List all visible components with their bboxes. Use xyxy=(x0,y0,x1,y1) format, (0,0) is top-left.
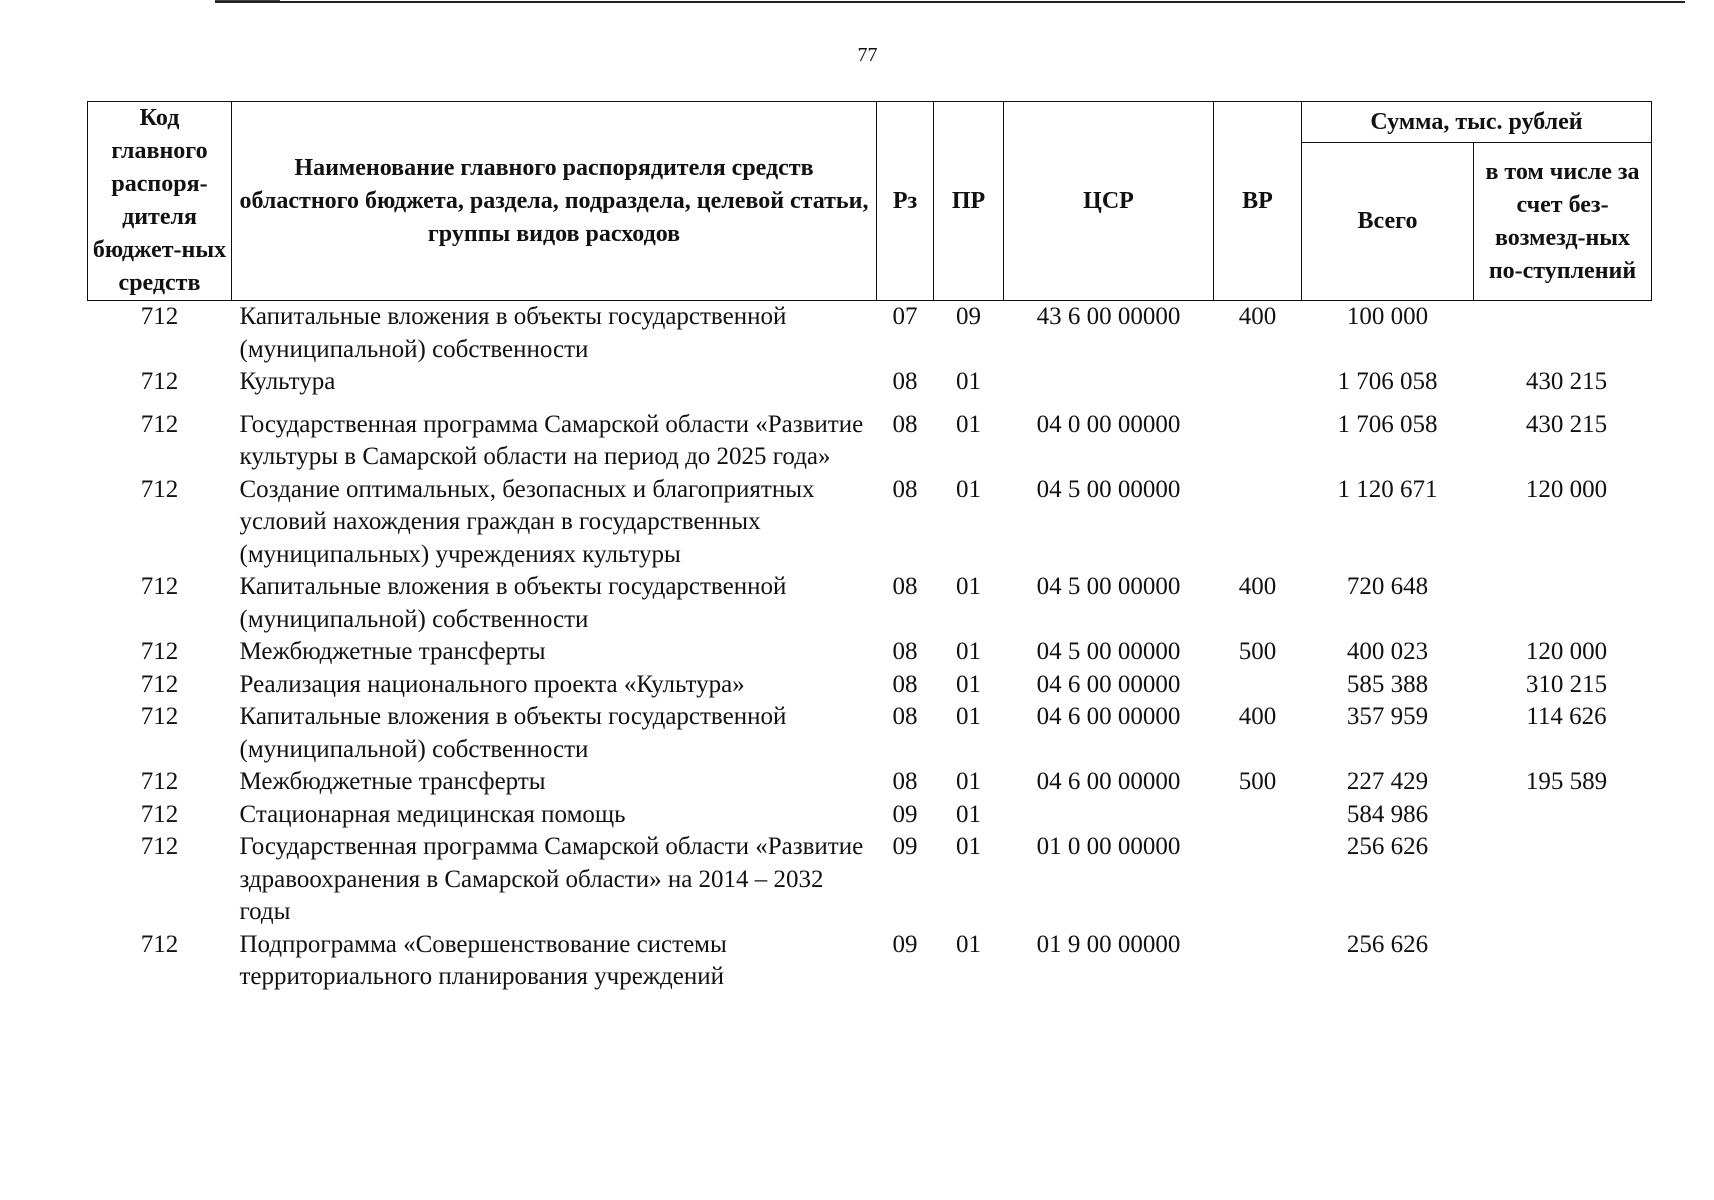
cell-free: 195 589 xyxy=(1525,768,1608,795)
cell-vr: 400 xyxy=(1238,703,1277,730)
cell-pr: 01 xyxy=(956,768,981,795)
cell-csr: 04 6 00 00000 xyxy=(1036,670,1181,698)
cell-csr xyxy=(1004,366,1214,399)
cell-csr: 04 6 00 00000 xyxy=(1036,703,1181,730)
cell-rz: 08 xyxy=(892,703,918,730)
cell-csr xyxy=(1004,799,1214,832)
cell-pr: 01 xyxy=(956,475,981,503)
header-name: Наименование главного распорядителя средств областного бюджета, раздела, подраздела, целевой статьи, группы видов расходов xyxy=(232,102,877,301)
cell-free xyxy=(1474,929,1652,994)
cell-vr xyxy=(1214,831,1302,929)
cell-free: 310 215 xyxy=(1525,670,1608,698)
cell-csr: 04 5 00 00000 xyxy=(1036,573,1181,600)
header-rz: Рз xyxy=(877,102,934,301)
cell-vr xyxy=(1214,669,1302,702)
cell-name: Межбюджетные трансферты xyxy=(239,638,546,665)
cell-total: 100 000 xyxy=(1346,303,1429,330)
table-row xyxy=(88,301,1652,367)
cell-code: 712 xyxy=(140,303,179,330)
cell-total: 400 023 xyxy=(1346,638,1429,665)
cell-name: Межбюджетные трансферты xyxy=(239,768,546,795)
cell-code: 712 xyxy=(140,703,179,730)
cell-rz: 07 xyxy=(892,303,918,330)
cell-csr: 43 6 00 00000 xyxy=(1036,303,1181,330)
cell-rz: 08 xyxy=(892,768,918,795)
cell-csr: 01 9 00 00000 xyxy=(1036,930,1181,958)
cell-name: Стационарная медицинская помощь xyxy=(239,800,626,828)
table-row xyxy=(88,831,1652,929)
cell-code: 712 xyxy=(140,930,179,958)
table-row xyxy=(88,701,1652,766)
cell-free: 120 000 xyxy=(1525,475,1608,503)
cell-csr: 04 0 00 00000 xyxy=(1036,410,1181,438)
cell-pr: 01 xyxy=(956,368,981,395)
cell-free xyxy=(1474,571,1652,636)
cell-free: 430 215 xyxy=(1525,368,1608,395)
cell-total: 585 388 xyxy=(1346,670,1429,698)
cell-name: Реализация национального проекта «Культура» xyxy=(239,670,745,698)
cell-code: 712 xyxy=(140,833,179,860)
cell-csr: 01 0 00 00000 xyxy=(1036,833,1181,860)
cell-name: Государственная программа Самарской области «Развитие здравоохранения в Самарской области» на 2014 – 2032 годы xyxy=(239,833,864,925)
cell-vr xyxy=(1214,799,1302,832)
cell-rz: 09 xyxy=(892,833,918,860)
header-vr: ВР xyxy=(1214,102,1302,301)
cell-rz: 08 xyxy=(892,670,918,698)
cell-name: Создание оптимальных, безопасных и благоприятных условий нахождения граждан в государственных (муниципальных) учреждениях культуры xyxy=(239,475,815,568)
cell-pr: 01 xyxy=(956,670,981,698)
header-csr: ЦСР xyxy=(1004,102,1214,301)
cell-rz: 09 xyxy=(892,930,918,958)
cell-pr: 01 xyxy=(956,638,981,665)
cell-name: Подпрограмма «Совершенствование системы территориального планирования учреждений xyxy=(239,930,727,990)
cell-name: Капитальные вложения в объекты государственной (муниципальной) собственности xyxy=(239,303,787,363)
cell-pr: 01 xyxy=(956,800,981,828)
cell-csr: 04 6 00 00000 xyxy=(1036,768,1181,795)
cell-total: 1 120 671 xyxy=(1337,475,1438,503)
table-body xyxy=(88,301,1652,994)
cell-rz: 08 xyxy=(892,368,918,395)
cell-rz: 08 xyxy=(892,410,918,438)
cell-name: Культура xyxy=(239,368,336,395)
cell-name: Капитальные вложения в объекты государственной (муниципальной) собственности xyxy=(239,703,787,763)
cell-total: 256 626 xyxy=(1346,930,1429,958)
cell-code: 712 xyxy=(140,800,179,828)
cell-code: 712 xyxy=(140,573,179,600)
cell-code: 712 xyxy=(140,670,179,698)
table-row xyxy=(88,399,1652,474)
page-number: 77 xyxy=(857,44,878,66)
cell-total: 227 429 xyxy=(1346,768,1429,795)
table-row xyxy=(88,929,1652,994)
cell-rz: 08 xyxy=(892,638,918,665)
table-header xyxy=(88,102,1652,301)
cell-vr: 500 xyxy=(1238,638,1277,665)
cell-free xyxy=(1474,301,1652,367)
header-pr: ПР xyxy=(934,102,1004,301)
cell-vr xyxy=(1214,399,1302,474)
cell-code: 712 xyxy=(140,475,179,503)
cell-code: 712 xyxy=(140,410,179,438)
budget-table xyxy=(87,101,1652,994)
cell-free xyxy=(1474,799,1652,832)
cell-pr: 01 xyxy=(956,410,981,438)
header-sum-group: Сумма, тыс. рублей xyxy=(1302,102,1652,143)
cell-code: 712 xyxy=(140,768,179,795)
table-row xyxy=(88,366,1652,399)
cell-total: 357 959 xyxy=(1346,703,1429,730)
cell-free: 430 215 xyxy=(1525,410,1608,438)
cell-rz: 08 xyxy=(892,475,918,503)
cell-name: Капитальные вложения в объекты государственной (муниципальной) собственности xyxy=(239,573,787,633)
cell-pr: 01 xyxy=(956,930,981,958)
cell-pr: 09 xyxy=(956,303,981,330)
table-row xyxy=(88,474,1652,572)
cell-vr: 400 xyxy=(1238,573,1277,600)
table-row xyxy=(88,636,1652,669)
cell-free: 114 626 xyxy=(1526,703,1607,730)
cell-total: 1 706 058 xyxy=(1337,410,1438,438)
cell-vr: 400 xyxy=(1238,303,1277,330)
table-row xyxy=(88,669,1652,702)
cell-total: 256 626 xyxy=(1346,833,1429,860)
table-row xyxy=(88,571,1652,636)
cell-vr xyxy=(1214,929,1302,994)
cell-total: 584 986 xyxy=(1346,800,1429,828)
cell-rz: 08 xyxy=(892,573,918,600)
cell-free xyxy=(1474,831,1652,929)
cell-pr: 01 xyxy=(956,573,981,600)
table-row xyxy=(88,766,1652,799)
cell-csr: 04 5 00 00000 xyxy=(1036,475,1181,503)
cell-total: 1 706 058 xyxy=(1337,368,1438,395)
scan-edge-line xyxy=(215,1,1685,3)
header-sum-total: Всего xyxy=(1302,143,1474,301)
cell-rz: 09 xyxy=(892,800,918,828)
header-code: Код главного распоря-дителя бюджет-ных средств xyxy=(88,102,232,301)
cell-code: 712 xyxy=(140,638,179,665)
cell-name: Государственная программа Самарской области «Развитие культуры в Самарской области на период до 2025 года» xyxy=(239,410,864,470)
cell-csr: 04 5 00 00000 xyxy=(1036,638,1181,665)
cell-vr xyxy=(1214,474,1302,572)
cell-code: 712 xyxy=(140,368,179,395)
cell-vr: 500 xyxy=(1238,768,1277,795)
cell-pr: 01 xyxy=(956,703,981,730)
cell-free: 120 000 xyxy=(1525,638,1608,665)
header-sum-free: в том числе за счет без-возмезд-ных по-ступлений xyxy=(1474,143,1652,301)
table-row xyxy=(88,799,1652,832)
cell-total: 720 648 xyxy=(1346,573,1429,600)
cell-vr xyxy=(1214,366,1302,399)
cell-pr: 01 xyxy=(956,833,981,860)
